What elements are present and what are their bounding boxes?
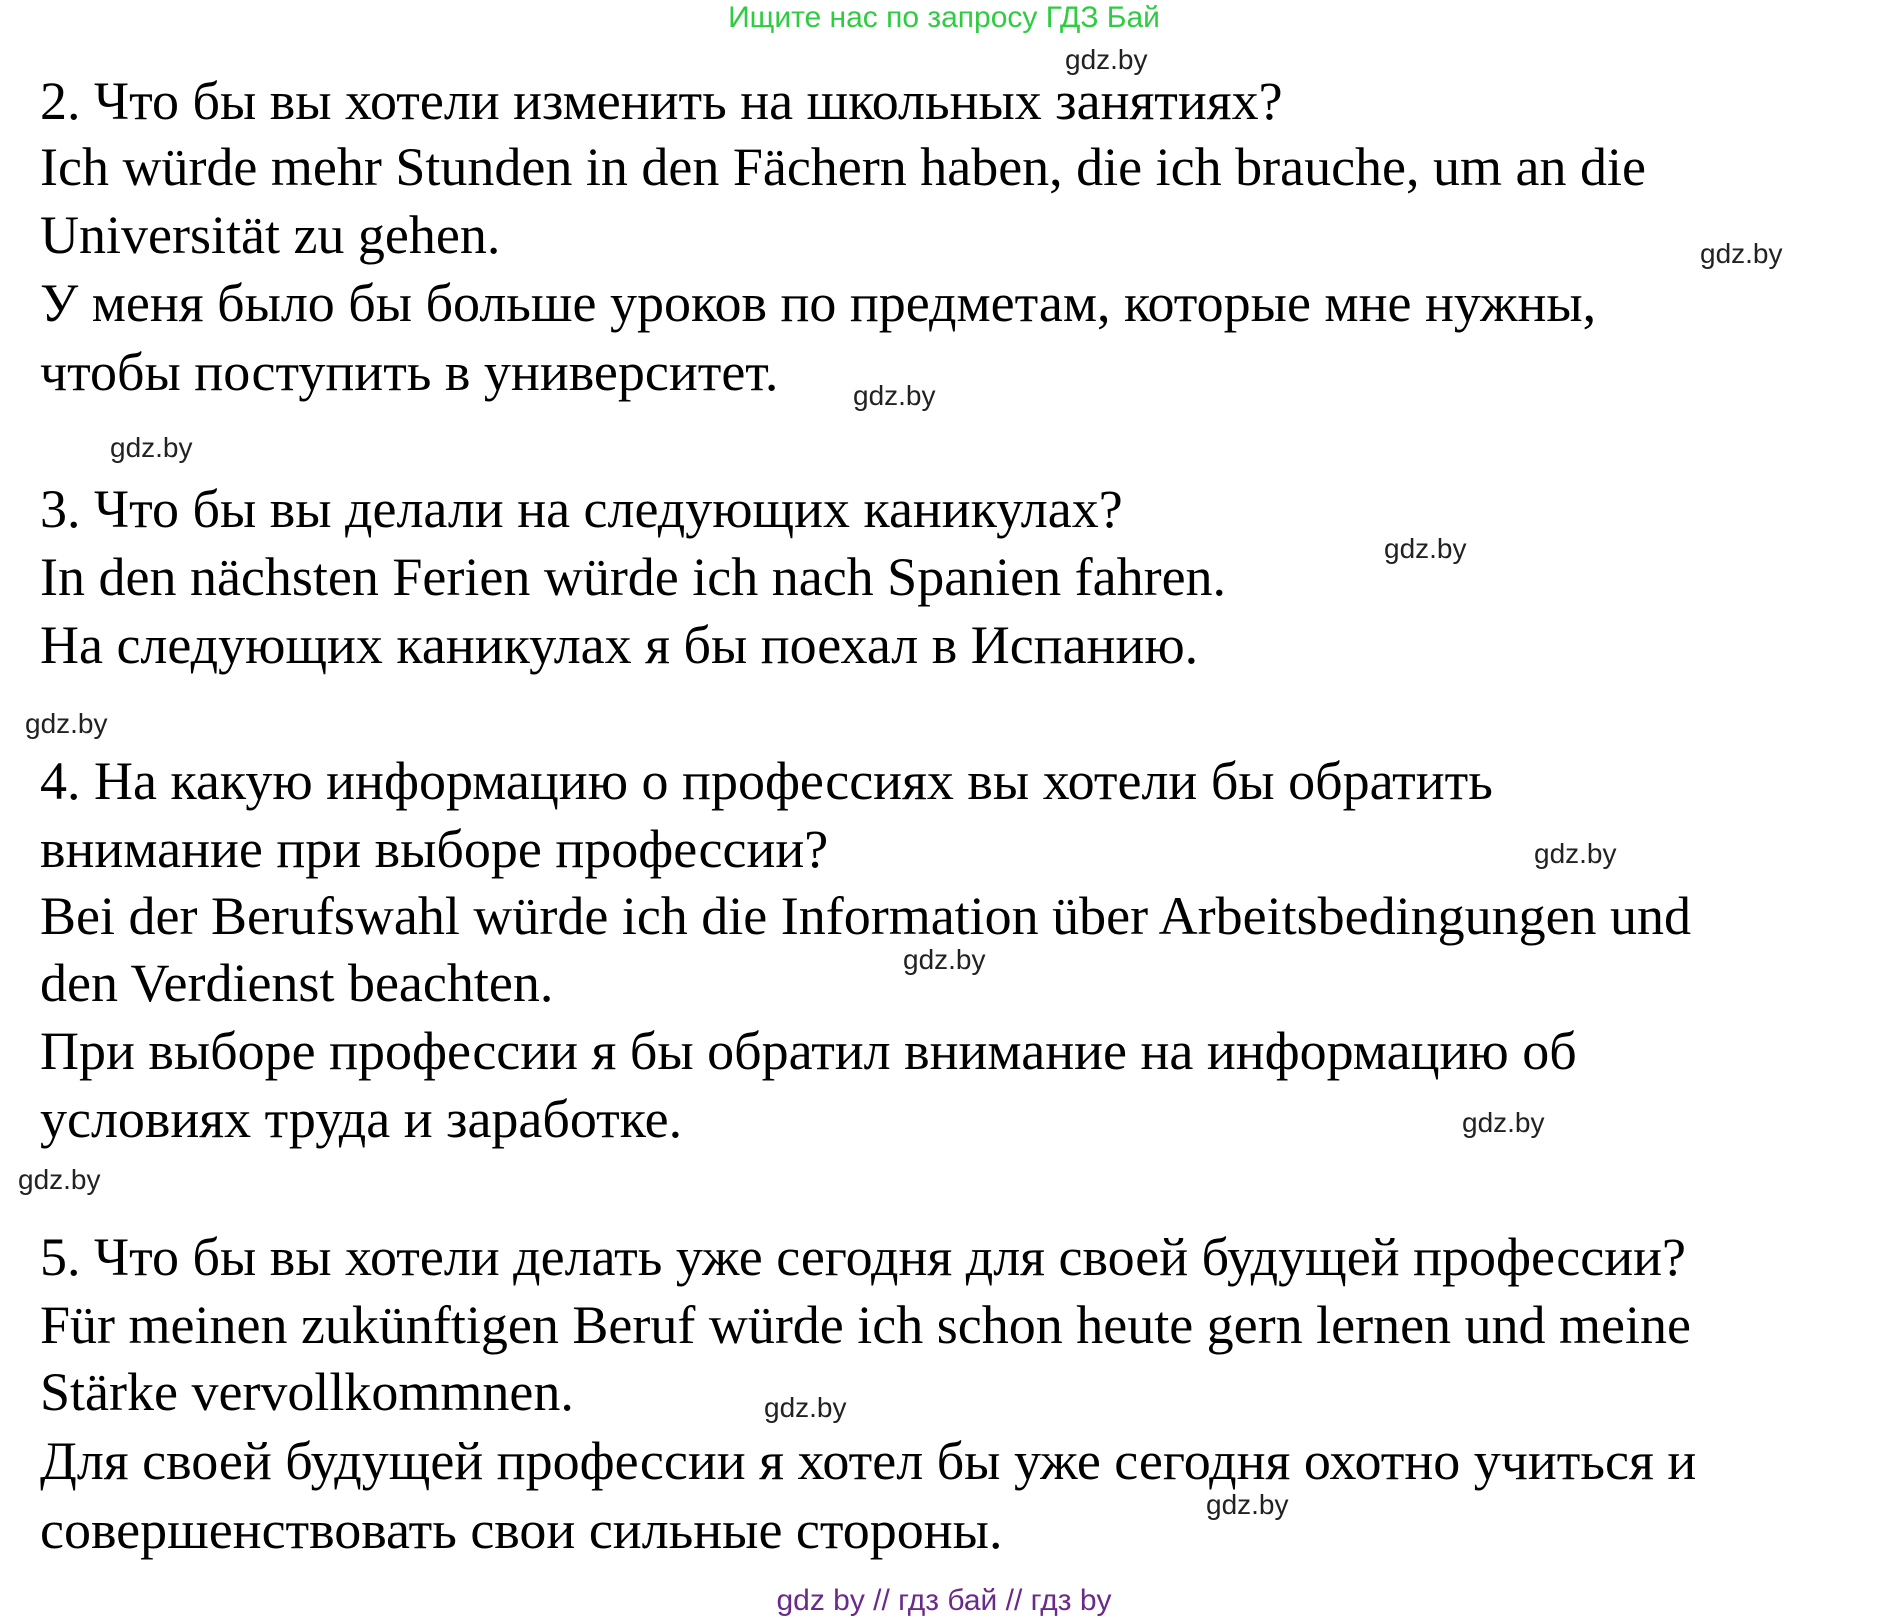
watermark: gdz.by (1384, 533, 1467, 564)
watermark: gdz.by (1700, 238, 1783, 269)
question-4-line-1: 4. На какую информацию о профессиях вы хотели бы обратить (40, 751, 1493, 811)
answer-5-russian-line-1: Для своей будущей профессии я хотел бы уже сегодня охотно учиться и (40, 1431, 1697, 1491)
watermark: gdz.by (1206, 1489, 1289, 1520)
answer-2-russian-line-1: У меня было бы больше уроков по предметам, которые мне нужны, (40, 273, 1597, 333)
watermark: gdz.by (1065, 44, 1148, 75)
answer-5-russian-line-2: совершенствовать свои сильные стороны. (40, 1500, 1003, 1560)
question-5: 5. Что бы вы хотели делать уже сегодня для своей будущей профессии? (40, 1227, 1686, 1287)
footer-site-links: gdz by // гдз бай // гдз by (776, 1584, 1112, 1617)
answer-4-russian-line-2: условиях труда и заработке. (40, 1089, 683, 1149)
watermark: gdz.by (110, 432, 193, 463)
watermark: gdz.by (18, 1164, 101, 1195)
answer-4-russian-line-1: При выборе профессии я бы обратил внимание на информацию об (40, 1021, 1577, 1081)
answer-3-german-line-1: In den nächsten Ferien würde ich nach Spanien fahren. (40, 547, 1227, 607)
answer-4-german-line-1: Bei der Berufswahl würde ich die Information über Arbeitsbedingungen und (40, 886, 1692, 946)
watermark: gdz.by (903, 944, 986, 975)
watermark: gdz.by (1462, 1107, 1545, 1138)
answer-4-german-line-2: den Verdienst beachten. (40, 953, 554, 1013)
question-2: 2. Что бы вы хотели изменить на школьных занятиях? (40, 71, 1283, 131)
answer-3-russian-line-1: На следующих каникулах я бы поехал в Испанию. (40, 615, 1199, 675)
watermark: gdz.by (764, 1392, 847, 1423)
question-4-line-2: внимание при выборе профессии? (40, 819, 829, 879)
answer-2-german-line-1: Ich würde mehr Stunden in den Fächern haben, die ich brauche, um an die (40, 137, 1646, 197)
watermark: gdz.by (1534, 838, 1617, 869)
question-3: 3. Что бы вы делали на следующих каникулах? (40, 479, 1123, 539)
answer-5-german-line-2: Stärke vervollkommnen. (40, 1362, 574, 1422)
answer-2-russian-line-2: чтобы поступить в университет. (40, 342, 779, 402)
watermark: gdz.by (25, 708, 108, 739)
search-banner: Ищите нас по запросу ГДЗ Бай (728, 1, 1160, 34)
watermark: gdz.by (853, 380, 936, 411)
answer-2-german-line-2: Universität zu gehen. (40, 205, 501, 265)
answer-5-german-line-1: Für meinen zukünftigen Beruf würde ich schon heute gern lernen und meine (40, 1295, 1691, 1355)
